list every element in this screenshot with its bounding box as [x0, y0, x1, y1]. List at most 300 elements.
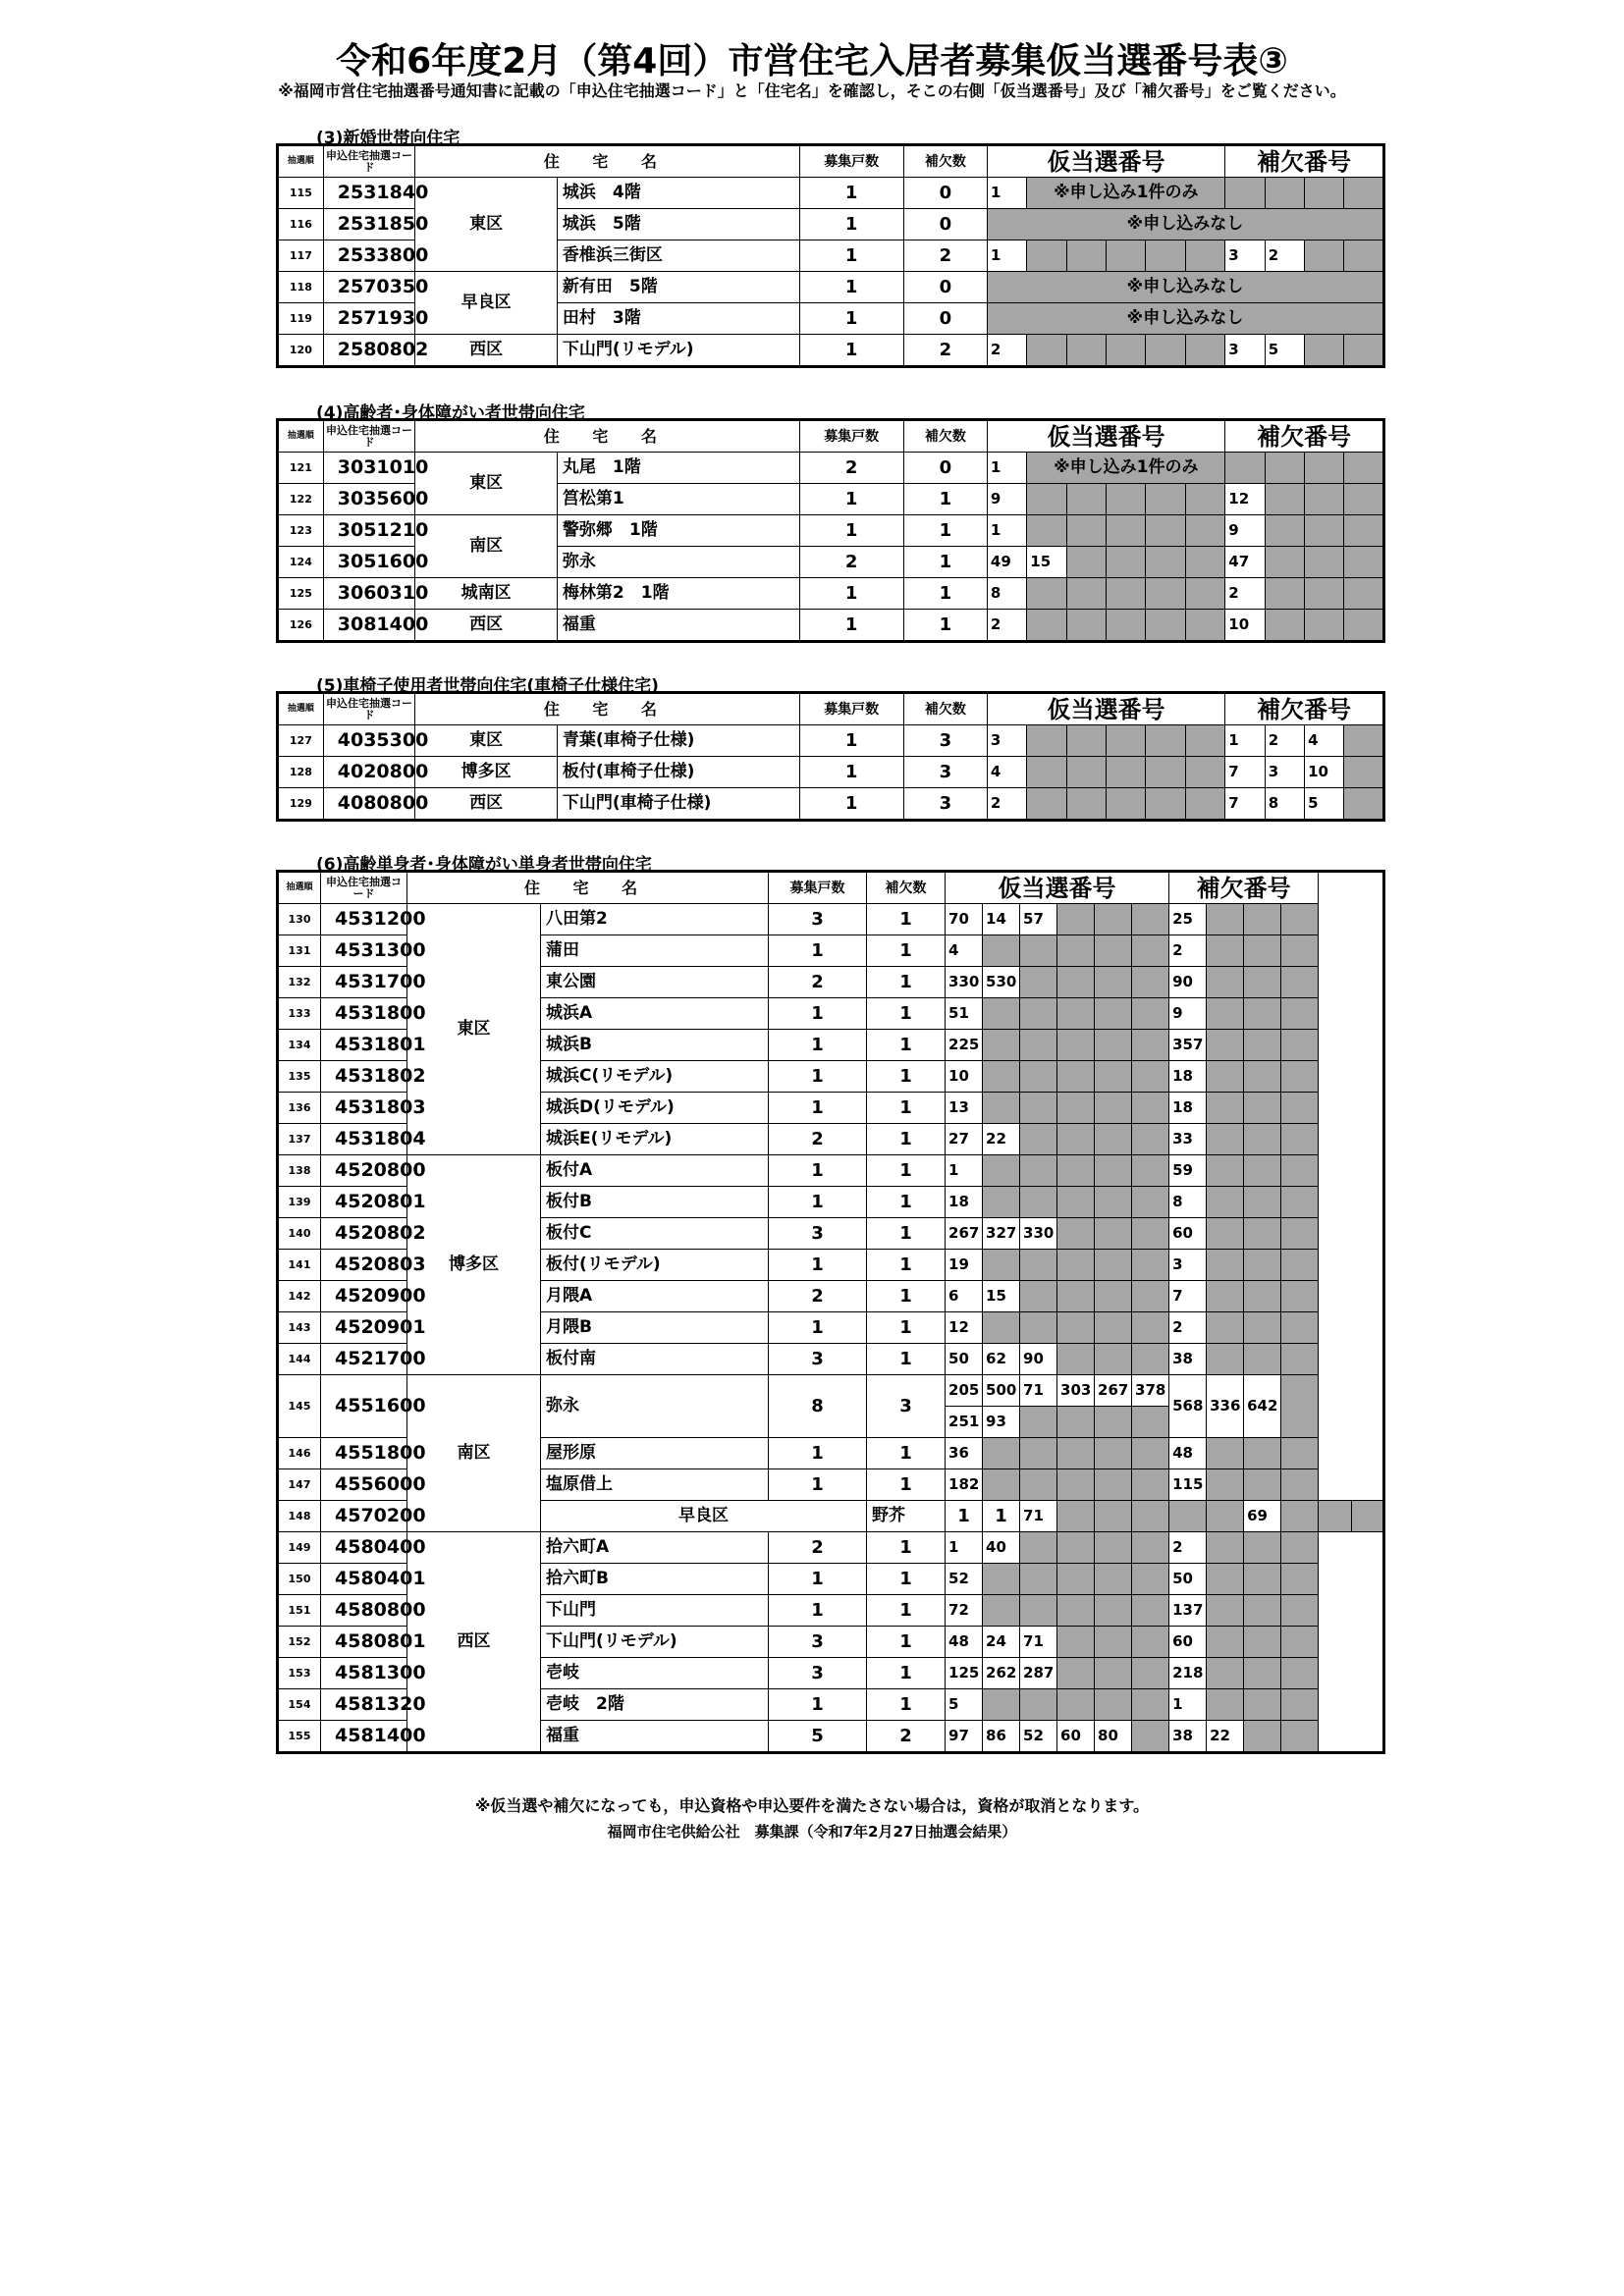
- row-units: 1: [769, 1030, 867, 1061]
- empty-cell: [1185, 578, 1224, 610]
- empty-cell: [1057, 1281, 1095, 1312]
- row-name: 板付(車椅子仕様): [557, 757, 799, 788]
- empty-cell: [1185, 484, 1224, 515]
- row-units: 1: [769, 1469, 867, 1501]
- row-name: 警弥郷 1階: [557, 515, 799, 547]
- row-code: 2531840: [323, 178, 415, 209]
- empty-cell: [1244, 935, 1281, 967]
- header-code: 申込住宅抽選コード: [321, 872, 407, 904]
- row-reserve-count: 1: [903, 515, 987, 547]
- reserve-number: 1: [1169, 1689, 1207, 1721]
- empty-cell: [1281, 1689, 1319, 1721]
- empty-cell: [1281, 1564, 1319, 1595]
- provisional-number: 71: [1020, 1627, 1057, 1658]
- empty-cell: [1057, 1250, 1095, 1281]
- empty-cell: [1057, 1218, 1095, 1250]
- row-ward: 南区: [415, 515, 558, 578]
- row-units: 1: [799, 209, 903, 240]
- empty-cell: [1281, 1469, 1319, 1501]
- empty-cell: [1132, 1030, 1169, 1061]
- provisional-number: 86: [983, 1721, 1020, 1753]
- reserve-number: 60: [1169, 1627, 1207, 1658]
- reserve-number: 9: [1169, 998, 1207, 1030]
- reserve-number: 90: [1169, 967, 1207, 998]
- provisional-number: 530: [983, 967, 1020, 998]
- row-ward: 東区: [415, 453, 558, 515]
- row-reserve-count: 3: [903, 788, 987, 821]
- row-code: 3051600: [323, 547, 415, 578]
- row-message: ※申し込みなし: [987, 303, 1383, 335]
- row-no: 145: [278, 1375, 321, 1438]
- row-name: 新有田 5階: [557, 272, 799, 303]
- row-reserve-count: 1: [867, 904, 946, 935]
- empty-cell: [1027, 725, 1066, 757]
- empty-cell: [1207, 1155, 1244, 1187]
- row-name: 塩原借上: [541, 1469, 769, 1501]
- table-row: [278, 788, 1384, 821]
- empty-cell: [1095, 1407, 1132, 1438]
- row-name: 八田第2: [541, 904, 769, 935]
- empty-cell: [1095, 1155, 1132, 1187]
- empty-cell: [1281, 998, 1319, 1030]
- empty-cell: [1244, 1218, 1281, 1250]
- table-row: [278, 578, 1384, 610]
- row-units: 2: [799, 453, 903, 484]
- row-name: 壱岐: [541, 1658, 769, 1689]
- row-name: 筥松第1: [557, 484, 799, 515]
- empty-cell: [1281, 1438, 1319, 1469]
- empty-cell: [1244, 1093, 1281, 1124]
- table-row: [278, 610, 1384, 642]
- row-name: 壱岐 2階: [541, 1689, 769, 1721]
- empty-cell: [1066, 757, 1106, 788]
- reserve-number: 7: [1225, 757, 1265, 788]
- empty-cell: [1057, 1093, 1095, 1124]
- row-no: 136: [278, 1093, 321, 1124]
- row-code: 4520901: [321, 1312, 407, 1344]
- row-no: 155: [278, 1721, 321, 1753]
- row-no: 116: [278, 209, 324, 240]
- row-code: 3051210: [323, 515, 415, 547]
- empty-cell: [1305, 240, 1344, 272]
- empty-cell: [1244, 1061, 1281, 1093]
- empty-cell: [1207, 1469, 1244, 1501]
- provisional-number: 267: [1095, 1375, 1132, 1407]
- provisional-number: 1: [987, 453, 1026, 484]
- empty-cell: [1027, 240, 1066, 272]
- empty-cell: [1146, 484, 1185, 515]
- row-ward: 西区: [415, 610, 558, 642]
- row-reserve-count: 1: [867, 1689, 946, 1721]
- empty-cell: [1107, 515, 1146, 547]
- reserve-number: 2: [1225, 578, 1265, 610]
- empty-cell: [1132, 935, 1169, 967]
- provisional-number: 3: [987, 725, 1026, 757]
- empty-cell: [1027, 788, 1066, 821]
- table-row: [278, 757, 1384, 788]
- empty-cell: [1281, 1627, 1319, 1658]
- reserve-number: 568: [1169, 1375, 1207, 1438]
- empty-cell: [1185, 610, 1224, 642]
- table-row: [278, 515, 1384, 547]
- provisional-number: 5: [946, 1689, 983, 1721]
- empty-cell: [1344, 757, 1384, 788]
- row-reserve-count: 1: [983, 1501, 1020, 1532]
- empty-cell: [1027, 484, 1066, 515]
- empty-cell: [1027, 578, 1066, 610]
- empty-cell: [1095, 967, 1132, 998]
- empty-cell: [1244, 904, 1281, 935]
- row-units: 1: [799, 178, 903, 209]
- row-reserve-count: 1: [867, 1312, 946, 1344]
- header-no: 抽選順: [278, 145, 324, 178]
- reserve-number: 18: [1169, 1061, 1207, 1093]
- row-ward: 西区: [415, 335, 558, 367]
- empty-cell: [1207, 935, 1244, 967]
- empty-cell: [1169, 1501, 1207, 1532]
- row-units: 1: [769, 1438, 867, 1469]
- empty-cell: [1305, 484, 1344, 515]
- empty-cell: [1244, 1438, 1281, 1469]
- row-no: 150: [278, 1564, 321, 1595]
- empty-cell: [1344, 453, 1384, 484]
- empty-cell: [1207, 1564, 1244, 1595]
- row-name: 板付(リモデル): [541, 1250, 769, 1281]
- empty-cell: [1305, 547, 1344, 578]
- row-units: 1: [799, 272, 903, 303]
- empty-cell: [1095, 1218, 1132, 1250]
- row-no: 124: [278, 547, 324, 578]
- empty-cell: [1281, 1250, 1319, 1281]
- empty-cell: [1020, 1250, 1057, 1281]
- empty-cell: [1066, 547, 1106, 578]
- empty-cell: [1057, 1407, 1095, 1438]
- row-no: 122: [278, 484, 324, 515]
- empty-cell: [1095, 935, 1132, 967]
- row-reserve-count: 1: [867, 1061, 946, 1093]
- row-reserve-count: 1: [867, 998, 946, 1030]
- table-row: [278, 1375, 1384, 1407]
- row-ward: 城南区: [415, 578, 558, 610]
- empty-cell: [1207, 1627, 1244, 1658]
- row-no: 132: [278, 967, 321, 998]
- row-reserve-count: 0: [903, 272, 987, 303]
- header-name: 住 宅 名: [415, 145, 799, 178]
- empty-cell: [1207, 1438, 1244, 1469]
- table-header-row: [278, 145, 1384, 178]
- provisional-number: 182: [946, 1469, 983, 1501]
- provisional-number: 4: [946, 935, 983, 967]
- empty-cell: [1207, 967, 1244, 998]
- reserve-number: 25: [1169, 904, 1207, 935]
- reserve-number: 3: [1169, 1250, 1207, 1281]
- table-header-row: [278, 872, 1384, 904]
- row-code: 4520803: [321, 1250, 407, 1281]
- provisional-number: 72: [946, 1595, 983, 1627]
- empty-cell: [1020, 1093, 1057, 1124]
- row-reserve-count: 1: [903, 610, 987, 642]
- provisional-number: 71: [1020, 1501, 1057, 1532]
- provisional-number: 205: [946, 1375, 983, 1407]
- reserve-number: 22: [1207, 1721, 1244, 1753]
- empty-cell: [1207, 1532, 1244, 1564]
- row-reserve-count: 1: [867, 1250, 946, 1281]
- provisional-number: 6: [946, 1281, 983, 1312]
- row-no: 126: [278, 610, 324, 642]
- empty-cell: [1057, 1187, 1095, 1218]
- row-code: 2570350: [323, 272, 415, 303]
- row-reserve-count: 1: [867, 1627, 946, 1658]
- empty-cell: [1305, 178, 1344, 209]
- row-code: 4080800: [323, 788, 415, 821]
- row-units: 3: [769, 1627, 867, 1658]
- empty-cell: [1020, 1438, 1057, 1469]
- empty-cell: [1244, 1564, 1281, 1595]
- row-no: 117: [278, 240, 324, 272]
- reserve-number: 33: [1169, 1124, 1207, 1155]
- reserve-number: 5: [1305, 788, 1344, 821]
- provisional-number: 2: [987, 610, 1026, 642]
- row-ward: 西区: [407, 1532, 541, 1753]
- row-units: 1: [769, 1155, 867, 1187]
- header-reserve-count: 補欠数: [903, 145, 987, 178]
- provisional-number: 330: [1020, 1218, 1057, 1250]
- row-no: 127: [278, 725, 324, 757]
- reserve-number: 69: [1244, 1501, 1281, 1532]
- row-reserve-count: 1: [867, 1281, 946, 1312]
- provisional-number: 1: [987, 515, 1026, 547]
- empty-cell: [1344, 788, 1384, 821]
- row-code: 4580801: [321, 1627, 407, 1658]
- row-ward: 南区: [407, 1375, 541, 1532]
- row-no: 134: [278, 1030, 321, 1061]
- empty-cell: [983, 1250, 1020, 1281]
- empty-cell: [1132, 1218, 1169, 1250]
- empty-cell: [1146, 788, 1185, 821]
- table-row: [278, 1532, 1384, 1564]
- empty-cell: [1265, 610, 1304, 642]
- provisional-number: 36: [946, 1438, 983, 1469]
- empty-cell: [1207, 1093, 1244, 1124]
- row-name: 下山門(リモデル): [541, 1627, 769, 1658]
- empty-cell: [1146, 725, 1185, 757]
- lottery-table: [276, 418, 1385, 643]
- empty-cell: [1244, 1155, 1281, 1187]
- table-row: [278, 453, 1384, 484]
- row-name: 丸尾 1階: [557, 453, 799, 484]
- empty-cell: [1185, 725, 1224, 757]
- row-reserve-count: 1: [867, 1218, 946, 1250]
- empty-cell: [983, 1061, 1020, 1093]
- empty-cell: [1066, 610, 1106, 642]
- empty-cell: [983, 1312, 1020, 1344]
- table-header-row: [278, 693, 1384, 725]
- row-units: 1: [799, 335, 903, 367]
- header-code: 申込住宅抽選コード: [323, 420, 415, 453]
- empty-cell: [1132, 1124, 1169, 1155]
- row-code: 4581400: [321, 1721, 407, 1753]
- empty-cell: [1132, 1658, 1169, 1689]
- row-code: 4580401: [321, 1564, 407, 1595]
- row-name: 福重: [541, 1721, 769, 1753]
- table-row: [278, 725, 1384, 757]
- empty-cell: [983, 1689, 1020, 1721]
- provisional-number: 2: [987, 788, 1026, 821]
- section-label: (6)高齢単身者･身体障がい単身者世帯向住宅: [316, 855, 652, 875]
- empty-cell: [1281, 1532, 1319, 1564]
- empty-cell: [1281, 1501, 1319, 1532]
- row-units: 1: [769, 1564, 867, 1595]
- empty-cell: [1132, 1564, 1169, 1595]
- empty-cell: [1057, 1061, 1095, 1093]
- provisional-number: 251: [946, 1407, 983, 1438]
- row-no: 148: [278, 1501, 321, 1532]
- empty-cell: [1185, 515, 1224, 547]
- empty-cell: [1132, 1689, 1169, 1721]
- provisional-number: 93: [983, 1407, 1020, 1438]
- table-row: [278, 272, 1384, 303]
- row-code: 4531200: [321, 904, 407, 935]
- row-units: 1: [799, 484, 903, 515]
- reserve-number: 50: [1169, 1564, 1207, 1595]
- empty-cell: [1305, 453, 1344, 484]
- empty-cell: [1107, 335, 1146, 367]
- row-units: 2: [769, 967, 867, 998]
- provisional-number: 500: [983, 1375, 1020, 1407]
- empty-cell: [1281, 1375, 1319, 1438]
- empty-cell: [1207, 1281, 1244, 1312]
- row-name: 青葉(車椅子仕様): [557, 725, 799, 757]
- empty-cell: [1185, 547, 1224, 578]
- row-units: 3: [769, 1344, 867, 1375]
- row-code: 4580800: [321, 1595, 407, 1627]
- provisional-number: 24: [983, 1627, 1020, 1658]
- row-code: 4580400: [321, 1532, 407, 1564]
- row-no: 153: [278, 1658, 321, 1689]
- empty-cell: [1057, 1658, 1095, 1689]
- empty-cell: [1066, 515, 1106, 547]
- header-reserve-count: 補欠数: [867, 872, 946, 904]
- row-code: 4531803: [321, 1093, 407, 1124]
- reserve-number: 60: [1169, 1218, 1207, 1250]
- row-units: 1: [799, 515, 903, 547]
- empty-cell: [1107, 757, 1146, 788]
- empty-cell: [1185, 335, 1224, 367]
- empty-cell: [983, 1595, 1020, 1627]
- row-code: 2580802: [323, 335, 415, 367]
- empty-cell: [1095, 1250, 1132, 1281]
- empty-cell: [1057, 1564, 1095, 1595]
- provisional-number: 8: [987, 578, 1026, 610]
- row-units: 3: [769, 1658, 867, 1689]
- empty-cell: [1066, 725, 1106, 757]
- row-reserve-count: 1: [867, 967, 946, 998]
- row-code: 4521700: [321, 1344, 407, 1375]
- header-units: 募集戸数: [769, 872, 867, 904]
- provisional-number: 287: [1020, 1658, 1057, 1689]
- reserve-number: 10: [1225, 610, 1265, 642]
- empty-cell: [1244, 1250, 1281, 1281]
- row-no: 133: [278, 998, 321, 1030]
- header-reserve: 補欠番号: [1225, 145, 1384, 178]
- empty-cell: [1057, 1627, 1095, 1658]
- provisional-number: 1: [946, 1155, 983, 1187]
- provisional-number: 48: [946, 1627, 983, 1658]
- row-reserve-count: 1: [867, 1469, 946, 1501]
- provisional-number: 15: [983, 1281, 1020, 1312]
- provisional-number: 22: [983, 1124, 1020, 1155]
- row-name: 野芥: [867, 1501, 946, 1532]
- empty-cell: [1319, 1501, 1351, 1532]
- provisional-number: 267: [946, 1218, 983, 1250]
- provisional-number: 262: [983, 1658, 1020, 1689]
- row-ward: 東区: [415, 178, 558, 272]
- empty-cell: [1095, 1438, 1132, 1469]
- empty-cell: [1132, 1438, 1169, 1469]
- empty-cell: [1107, 240, 1146, 272]
- row-code: 4531802: [321, 1061, 407, 1093]
- row-reserve-count: 1: [867, 1532, 946, 1564]
- empty-cell: [1244, 1344, 1281, 1375]
- row-units: 1: [769, 1595, 867, 1627]
- reserve-number: 4: [1305, 725, 1344, 757]
- row-name: 城浜 4階: [557, 178, 799, 209]
- empty-cell: [1281, 1344, 1319, 1375]
- provisional-number: 303: [1057, 1375, 1095, 1407]
- row-units: 3: [769, 904, 867, 935]
- row-name: 城浜B: [541, 1030, 769, 1061]
- row-reserve-count: 3: [903, 757, 987, 788]
- row-code: 4570200: [321, 1501, 407, 1532]
- row-units: 2: [799, 547, 903, 578]
- empty-cell: [1095, 1469, 1132, 1501]
- empty-cell: [1146, 757, 1185, 788]
- reserve-number: 18: [1169, 1093, 1207, 1124]
- lottery-table: [276, 691, 1385, 822]
- row-reserve-count: 1: [867, 1658, 946, 1689]
- row-name: 田村 3階: [557, 303, 799, 335]
- empty-cell: [1095, 1689, 1132, 1721]
- empty-cell: [1344, 547, 1384, 578]
- row-units: 5: [769, 1721, 867, 1753]
- row-code: 3081400: [323, 610, 415, 642]
- empty-cell: [1281, 967, 1319, 998]
- empty-cell: [1281, 1658, 1319, 1689]
- row-reserve-count: 1: [903, 547, 987, 578]
- empty-cell: [1244, 1595, 1281, 1627]
- empty-cell: [1244, 1281, 1281, 1312]
- row-name: 月隈A: [541, 1281, 769, 1312]
- empty-cell: [1207, 1218, 1244, 1250]
- row-reserve-count: 0: [903, 209, 987, 240]
- empty-cell: [1281, 1218, 1319, 1250]
- empty-cell: [1095, 904, 1132, 935]
- empty-cell: [1281, 1155, 1319, 1187]
- empty-cell: [1107, 610, 1146, 642]
- reserve-number: 38: [1169, 1721, 1207, 1753]
- row-reserve-count: 1: [867, 1030, 946, 1061]
- reserve-number: 5: [1265, 335, 1304, 367]
- empty-cell: [1146, 547, 1185, 578]
- empty-cell: [1305, 610, 1344, 642]
- row-no: 142: [278, 1281, 321, 1312]
- empty-cell: [1066, 240, 1106, 272]
- row-message: ※申し込み1件のみ: [1027, 178, 1225, 209]
- row-code: 4035300: [323, 725, 415, 757]
- section-label: (4)高齢者･身体障がい者世帯向住宅: [316, 403, 585, 423]
- empty-cell: [1185, 240, 1224, 272]
- empty-cell: [1057, 967, 1095, 998]
